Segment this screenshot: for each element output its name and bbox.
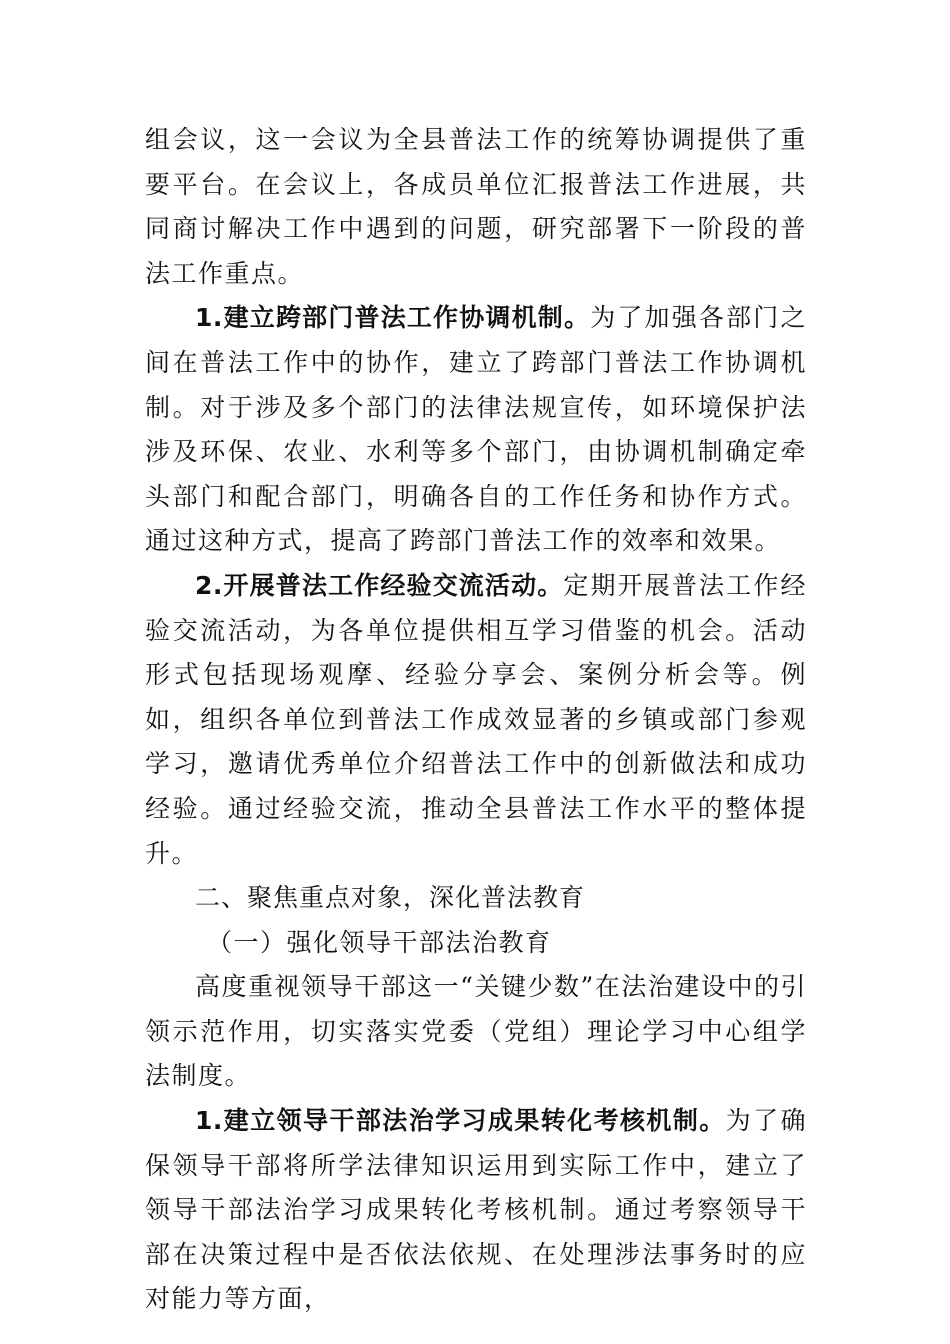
item-cross-department-body: 为了加强各部门之间在普法工作中的协作，建立了跨部门普法工作协调机制。对于涉及多个部门的法律法规宣传，如环境保护法涉及环保、农业、水利等多个部门，由协调机制确定牵头部门和配合部门，明确各自的工作任务和协作方式。通过这种方式，提高了跨部门普法工作的效率和效果。 (145, 303, 807, 556)
item-experience-exchange-title: 2.开展普法工作经验交流活动。 (195, 570, 564, 600)
item-leader-assessment-body: 为了确保领导干部将所学法律知识运用到实际工作中，建立了领导干部法治学习成果转化考核机制。通过考察领导干部在决策过程中是否依法依规、在处理涉法事务时的应对能力等方面， (145, 1106, 807, 1314)
item-experience-exchange-body: 定期开展普法工作经验交流活动，为各单位提供相互学习借鉴的机会。活动形式包括现场观摩、经验分享会、案例分析会等。例如，组织各单位到普法工作成效显著的乡镇或部门参观学习，邀请优秀单位介绍普法工作中的创新做法和成功经验。通过经验交流，推动全县普法工作水平的整体提升。 (145, 570, 807, 868)
document-page (145, 118, 807, 1322)
item-experience-exchange (145, 564, 807, 876)
paragraph-leaders-text: 高度重视领导干部这一“关键少数”在法治建设中的引领示范作用，切实落实党委（党组）理论学习中心组学法制度。 (145, 972, 807, 1091)
item-leader-assessment-title: 1.建立领导干部法治学习成果转化考核机制。 (195, 1106, 726, 1136)
paragraph-meeting (145, 118, 807, 296)
subsection-heading-1: （一）强化领导干部法治教育 (207, 927, 552, 957)
item-leader-assessment (145, 1099, 807, 1322)
paragraph-leaders (145, 965, 807, 1099)
section-heading-2: 二、聚焦重点对象，深化普法教育 (195, 883, 586, 913)
paragraph-meeting-text: 组会议，这一会议为全县普法工作的统筹协调提供了重要平台。在会议上，各成员单位汇报普法工作进展，共同商讨解决工作中遇到的问题，研究部署下一阶段的普法工作重点。 (145, 125, 807, 288)
item-cross-department-title: 1.建立跨部门普法工作协调机制。 (195, 303, 591, 333)
item-cross-department (145, 296, 807, 564)
